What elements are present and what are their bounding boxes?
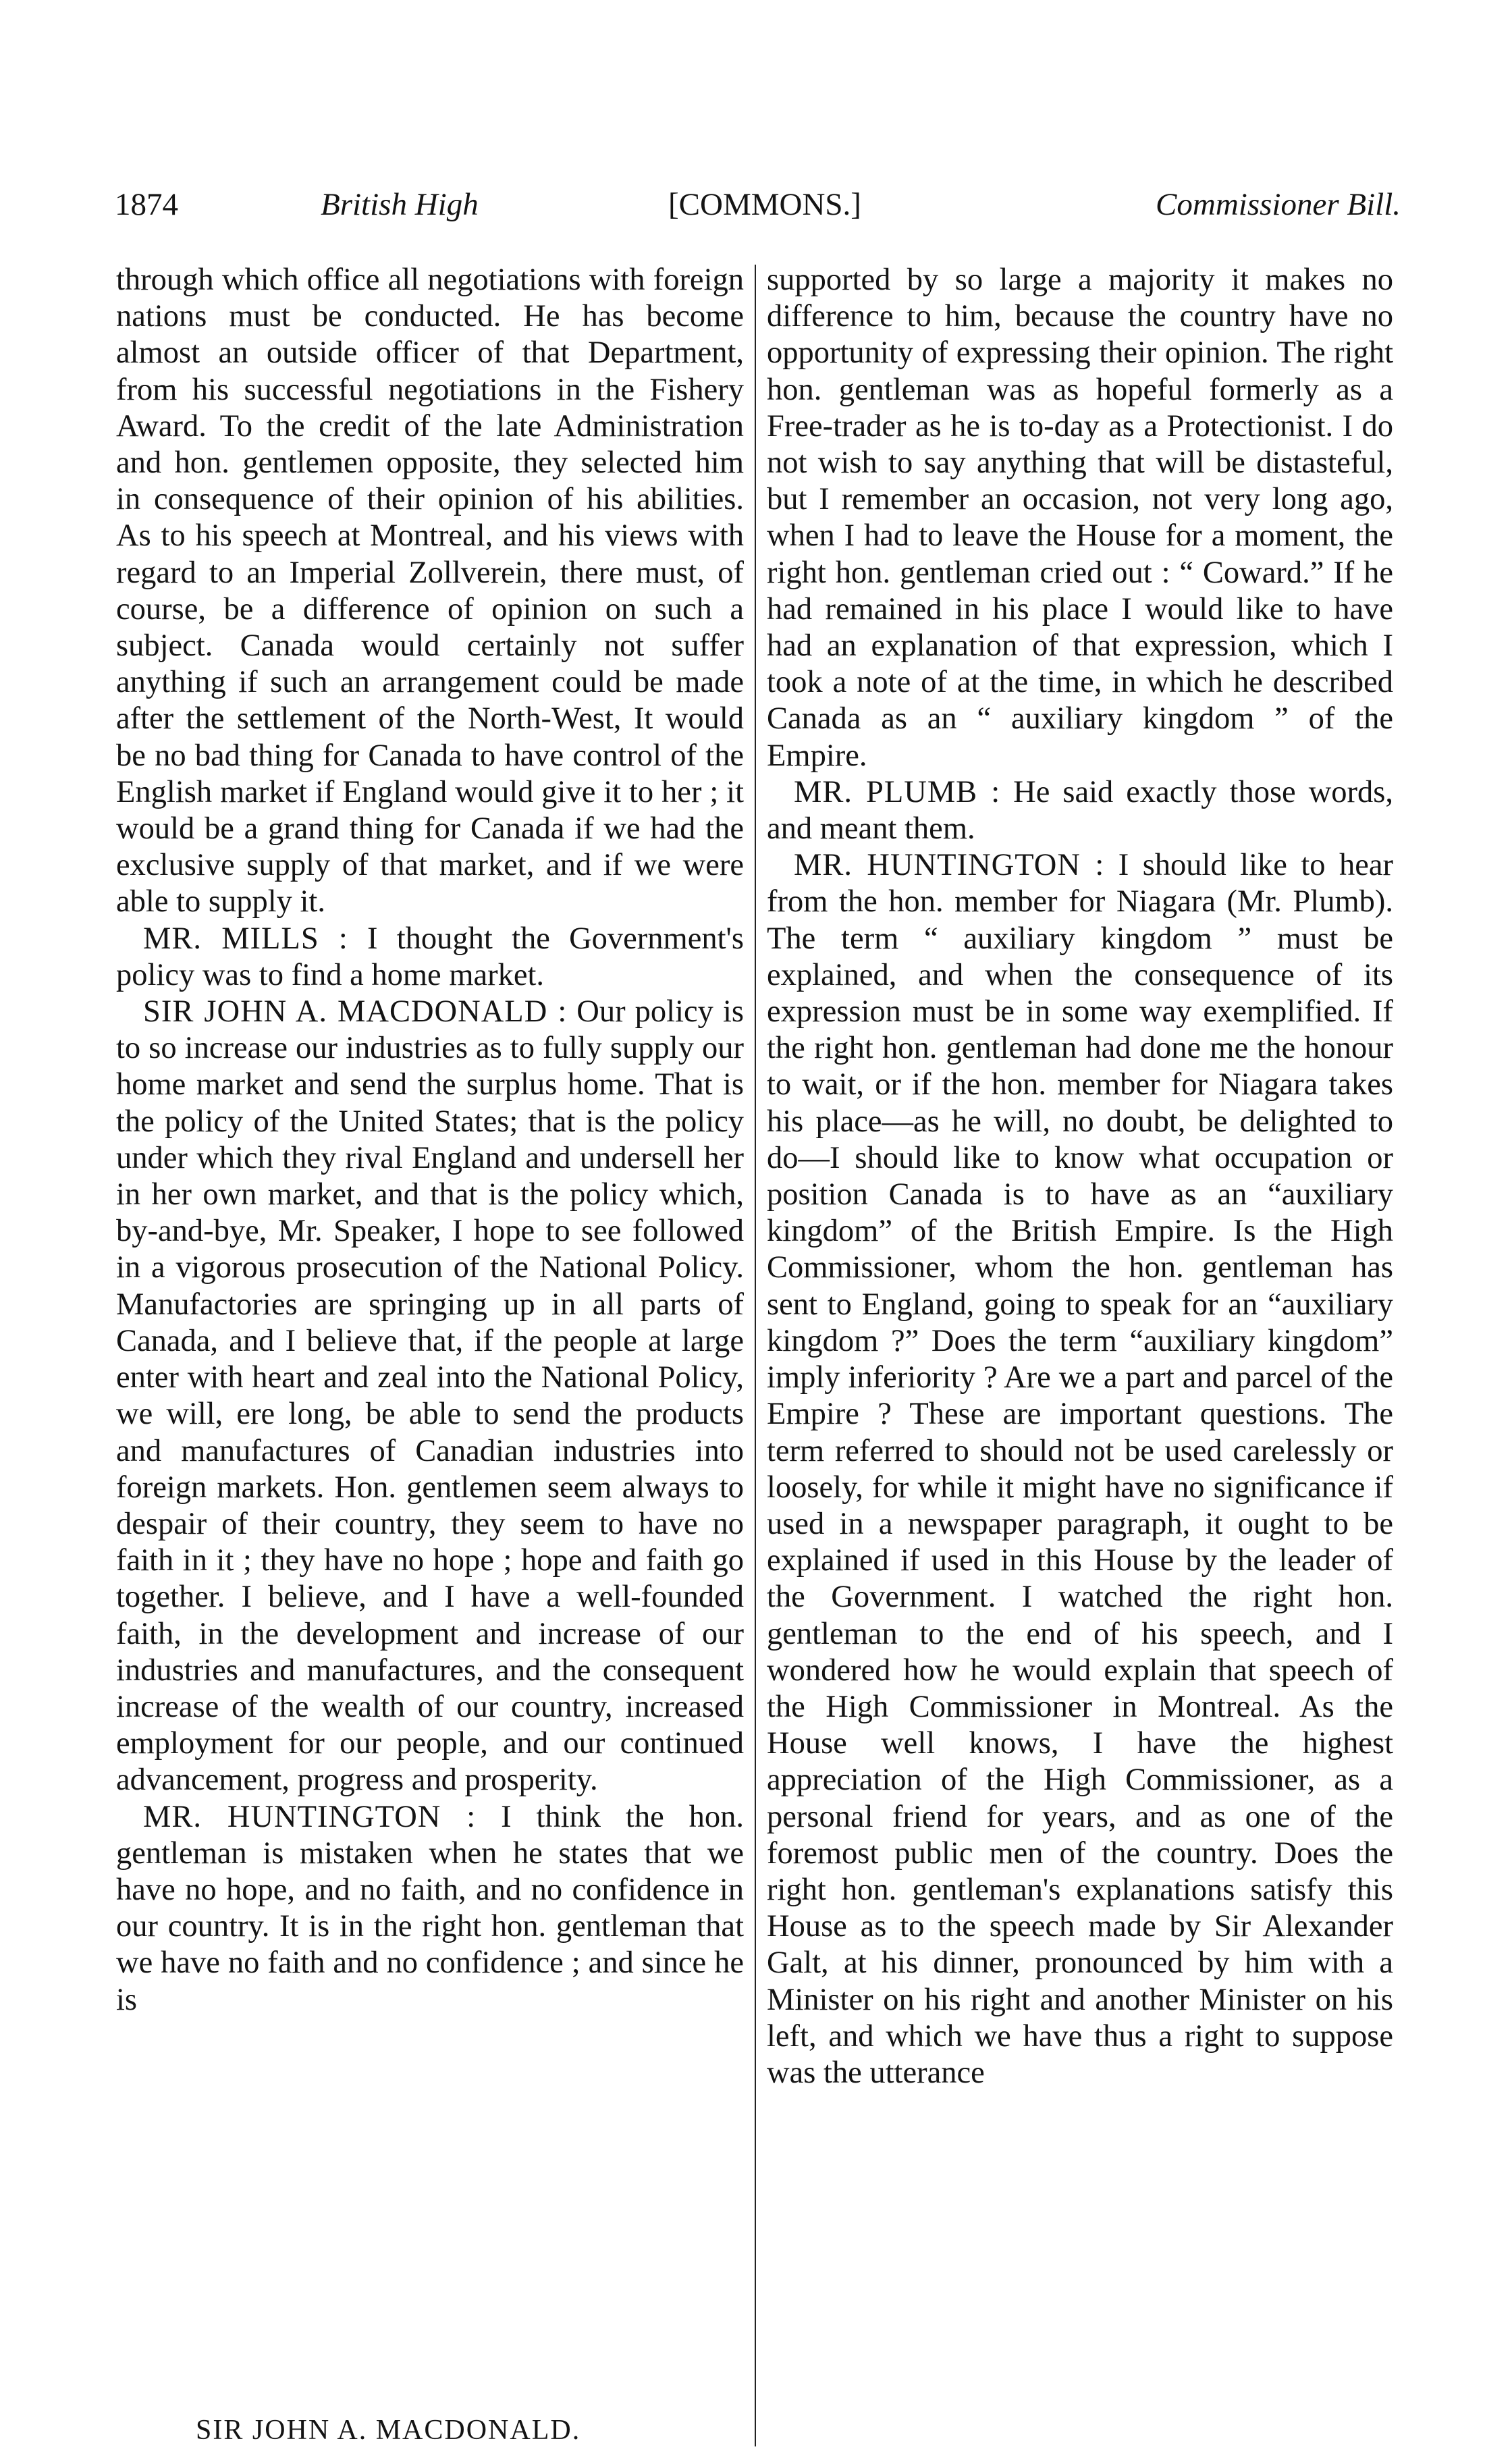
speech-text: He said exactly those words, and meant them. xyxy=(767,774,1393,847)
header-center-title: [COMMONS.] xyxy=(668,187,861,222)
speaker-name: MR. HUNTINGTON : xyxy=(143,1799,477,1834)
speech-text: Our policy is to so increase our industries as to fully supply our home market and send the surplus home. That is the policy of the United States; that is the policy under which they rival England and undersell her in her own market, and that is the policy which, by-and-bye, Mr. Speaker, I hope to see followed in a vigorous prosecution of the National Policy. Manufactories are springing up in all parts of Canada, and I believe that, if the people at large enter with heart and zeal into the National Policy, we will, ere long, be able to send the products and manufactures of Canadian industries into foreign markets. Hon. gentlemen seem always to despair of their country, they seem to have no faith in it ; they have no hope ; hope and faith go together. I believe, and I have a well-founded faith, in the development and increase of our industries and manufactures, and the consequent increase of the wealth of our country, increased employment for our people, and our continued advancement, progress and prosperity. xyxy=(116,994,744,1798)
catchword-footer: SIR JOHN A. MACDONALD. xyxy=(196,2415,581,2446)
speech-paragraph xyxy=(116,1799,744,2018)
speaker-name: MR. PLUMB : xyxy=(794,774,1001,809)
speaker-name: MR. HUNTINGTON : xyxy=(794,848,1105,883)
speech-paragraph xyxy=(767,774,1393,847)
paragraph-continuation: supported by so large a majority it makes no difference to him, because the country have no opportunity of expressing their opinion. The right hon. gentleman was as hopeful formerly as a Free-trader as he is to-day as a Protectionist. I do not wish to say anything that will be distasteful, but I remember an occasion, not very long ago, when I had to leave the House for a moment, the right hon. gentleman cried out : “ Coward.” If he had remained in his place I would like to have had an explanation of that expression, which I took a note of at the time, in which he described Canada as an “ auxiliary kingdom ” of the Empire. xyxy=(767,263,1393,773)
speech-text: I should like to hear from the hon. member for Niagara (Mr. Plumb). The term “ auxiliary kingdom ” must be explained, and when the consequence of its expression must be in some way exemplified. If the right hon. gentleman had done me the honour to wait, or if the hon. member for Niagara takes his place—as he will, no doubt, be delighted to do—I should like to know what occupation or position Canada is to have as an “auxiliary kingdom” of the British Empire. Is the High Commissioner, whom the hon. gentleman has sent to England, going to speak for an “auxiliary kingdom ?” Does the term “auxiliary kingdom” imply inferiority ? Are we a part and parcel of the Empire ? These are important questions. The term referred to should not be used carelessly or loosely, for while it might have no significance if used in a newspaper paragraph, it ought to be explained if used in this House by the leader of the Government. I watched the right hon. gentleman to the end of his speech, and I wondered how he would explain that speech of the High Commissioner in Montreal. As the House well knows, I have the highest appreciation of the High Commissioner, as a personal friend for years, and as one of the foremost public men of the country. Does the right hon. gentleman's explanations satisfy this House as to the speech made by Sir Alexander Galt, at his dinner, pronounced by him with a Minister on his right and another Minister on his left, and which we have thus a right to suppose was the utterance xyxy=(767,848,1393,2090)
header-right-title: Commissioner Bill. xyxy=(1156,187,1401,222)
speech-paragraph xyxy=(767,847,1393,2091)
column-divider xyxy=(755,265,756,2446)
left-column xyxy=(116,262,744,2409)
speech-paragraph xyxy=(116,994,744,1798)
speech-paragraph xyxy=(116,921,744,994)
paragraph-continuation: through which office all negotiations with foreign nations must be conducted. He has become almost an outside officer of that Department, from his successful negotiations in the Fishery Award. To the credit of the late Administration and hon. gentlemen opposite, they selected him in consequence of their opinion of his abilities. As to his speech at Montreal, and his views with regard to an Imperial Zollverein, there must, of course, be a difference of opinion on such a subject. Canada would certainly not suffer anything if such an arrangement could be made after the settlement of the North-West, It would be no bad thing for Canada to have control of the English market if England would give it to her ; it would be a grand thing for Canada if we had the exclusive supply of that market, and if we were able to supply it. xyxy=(116,263,744,919)
speaker-name: SIR JOHN A. MACDONALD : xyxy=(143,994,568,1029)
speech-text: I thought the Government's policy was to find a home market. xyxy=(116,921,744,992)
page-number: 1874 xyxy=(115,187,178,222)
running-header xyxy=(115,181,1401,228)
right-column xyxy=(767,262,1393,2409)
speaker-name: MR. MILLS : xyxy=(143,921,348,956)
header-left-title: British High xyxy=(321,187,479,222)
speech-text: I think the hon. gentleman is mistaken when he states that we have no hope, and no faith, and no confidence in our country. It is in the right hon. gentleman that we have no faith and no confidence ; and since he is xyxy=(116,1799,744,2017)
